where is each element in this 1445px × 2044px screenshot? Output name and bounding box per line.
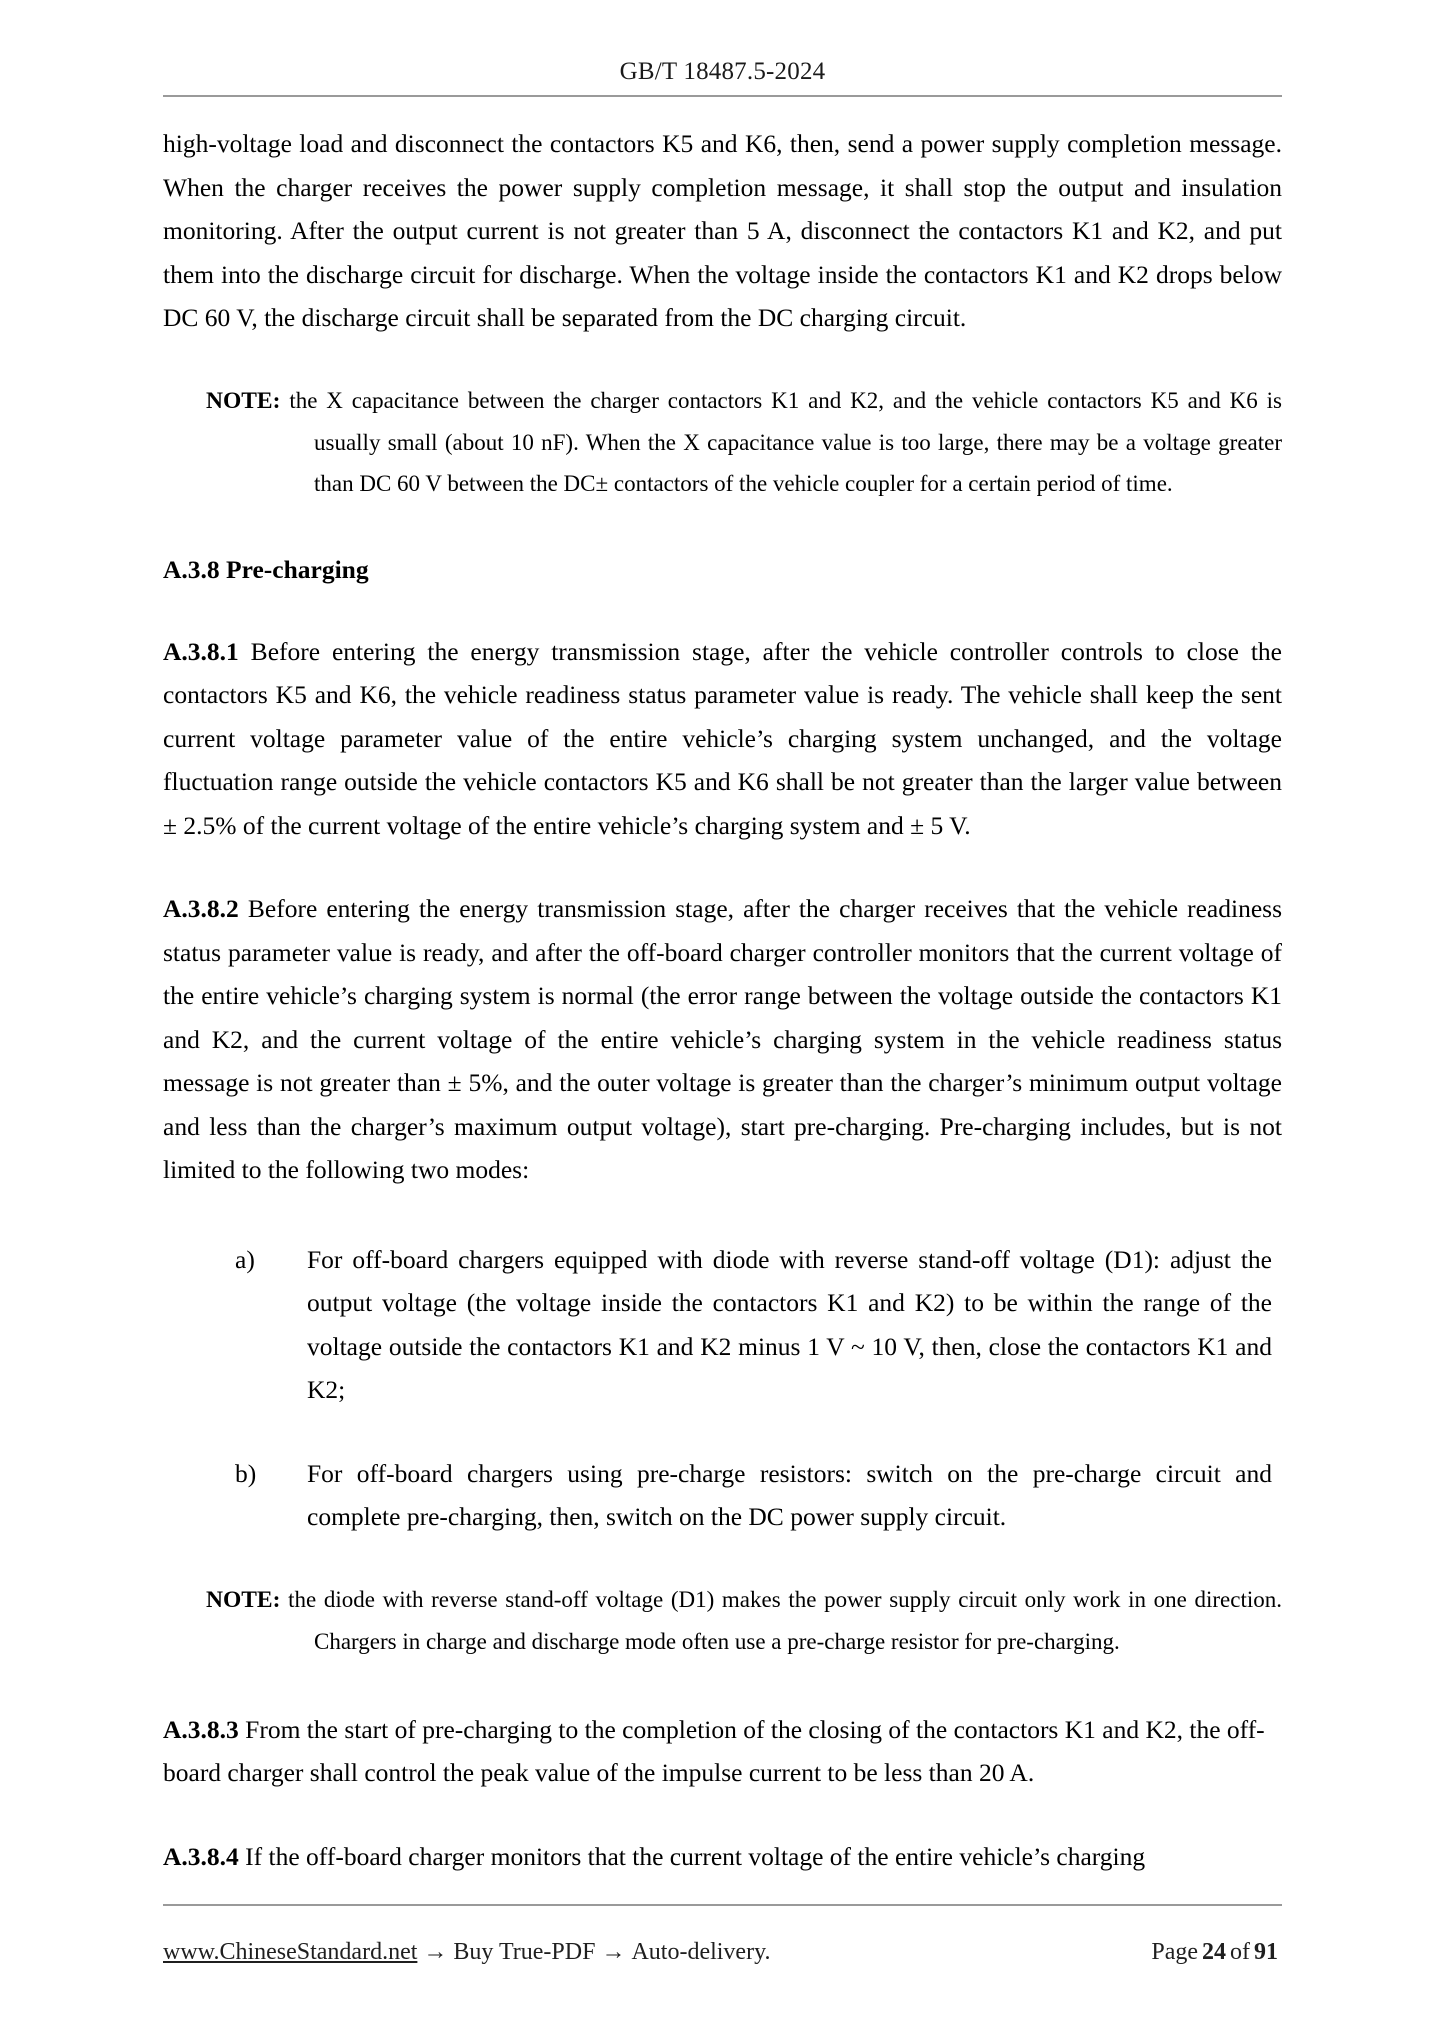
clause-number: A.3.8.4 [163,1841,239,1871]
buy-label[interactable]: Buy True-PDF [453,1939,596,1965]
page-word: Page [1151,1939,1198,1965]
header-divider [163,95,1282,97]
list-item-text: For off-board chargers using pre-charge resistors: switch on the pre-charge circuit and complete pre-charging, then, switch on the DC power supply circuit. [307,1458,1272,1531]
list-marker: b) [235,1458,257,1488]
list-item [235,1238,1272,1412]
spacer [163,1192,1282,1238]
clause-a-3-8-2 [163,887,1282,1192]
spacer [163,590,1282,630]
note-text: the diode with reverse stand-off voltage (D1) makes the power supply circuit only work in one direction. Chargers in charge and discharge mode often use a pre-charge resistor for pre-charging. [288,1586,1282,1654]
delivery-label: Auto-delivery. [631,1939,771,1965]
clause-text: From the start of pre-charging to the completion of the closing of the contactors K1 and K2, the off-board charger shall control the peak value of the impulse current to be less than 20 A. [163,1714,1265,1787]
clause-a-3-8-1 [163,630,1282,848]
arrow-right-icon: → [423,1939,448,1965]
clause-text: Before entering the energy transmission stage, after the charger receives that the vehicle readiness status parameter value is ready, and after the off-board charger controller monitors that the current voltage of the entire vehicle’s charging system is normal (the error range between the voltage outside the contactors K1 and K2, and the current voltage of the entire vehicle’s charging system in the vehicle readiness status message is not greater than ± 5%, and the outer voltage is greater than the charger’s minimum output voltage and less than the charger’s maximum output voltage), start pre-charging. Pre-charging includes, but is not limited to the following two modes: [163,894,1282,1184]
note-label: NOTE: [206,387,281,414]
running-head: GB/T 18487.5-2024 [619,58,826,85]
spacer [163,504,1282,550]
page-number: 24 [1202,1939,1226,1965]
spacer [163,1795,1282,1835]
spacer [163,340,1282,380]
list-item-text: For off-board chargers equipped with diode with reverse stand-off voltage (D1): adjust the output voltage (the voltage inside the contactors K1 and K2) to be within the range of the voltage outside the contactors K1 and K2 minus 1 V ~ 10 V, then, close the contactors K1 and K2; [307,1244,1272,1404]
clause-text: If the off-board charger monitors that the current voltage of the entire vehicle’s charging [238,1841,1146,1871]
site-link[interactable]: www.ChineseStandard.net [163,1939,418,1965]
clause-a-3-8-3 [163,1708,1282,1795]
page-content [163,122,1282,1878]
note-text: the X capacitance between the charger contactors K1 and K2, and the vehicle contactors K5 and K6 is usually small (about 10 nF). When the X capacitance value is too large, there may be a voltage greater than DC 60 V between the DC± contactors of the vehicle coupler for a certain period of time. [289,387,1282,496]
footer-divider [163,1904,1282,1906]
note-block-2 [206,1579,1282,1662]
of-word: of [1230,1939,1250,1965]
footer-promo [163,1939,771,1966]
spacer [163,1539,1282,1579]
clause-number: A.3.8.3 [163,1714,239,1744]
clause-number: A.3.8.1 [163,636,239,666]
clause-text: Before entering the energy transmission stage, after the vehicle controller controls to close the contactors K5 and K6, the vehicle readiness status parameter value is ready. The vehicle shall keep the sent current voltage parameter value of the entire vehicle’s charging system unchanged, and the voltage fluctuation range outside the vehicle contactors K5 and K6 shall be not greater than the larger value between ± 2.5% of the current voltage of the entire vehicle’s charging system and ± 5 V. [163,636,1282,840]
list-marker: a) [235,1244,255,1274]
page-total: 91 [1254,1939,1278,1965]
note-text-wrapper [206,380,1282,504]
clause-a-3-8-4 [163,1835,1282,1879]
paragraph-intro: high-voltage load and disconnect the contactors K5 and K6, then, send a power supply completion message. When the charger receives the power supply completion message, it shall stop the output and insulation monitoring. After the output current is not greater than 5 A, disconnect the contactors K1 and K2, and put them into the discharge circuit for discharge. When the voltage inside the contactors K1 and K2 drops below DC 60 V, the discharge circuit shall be separated from the DC charging circuit. [163,129,1282,332]
heading-a-3-8: A.3.8 Pre-charging [163,554,369,584]
note-label: NOTE: [206,1586,281,1613]
note-block-1 [206,380,1282,504]
page-indicator [1151,1939,1282,1966]
modes-list [163,1238,1282,1539]
clause-number: A.3.8.2 [163,894,239,923]
list-item [235,1452,1272,1539]
page-footer [163,1939,1282,1966]
spacer [163,847,1282,887]
arrow-right-icon: → [601,1939,626,1965]
note-text-wrapper [206,1579,1282,1662]
spacer [163,1662,1282,1708]
